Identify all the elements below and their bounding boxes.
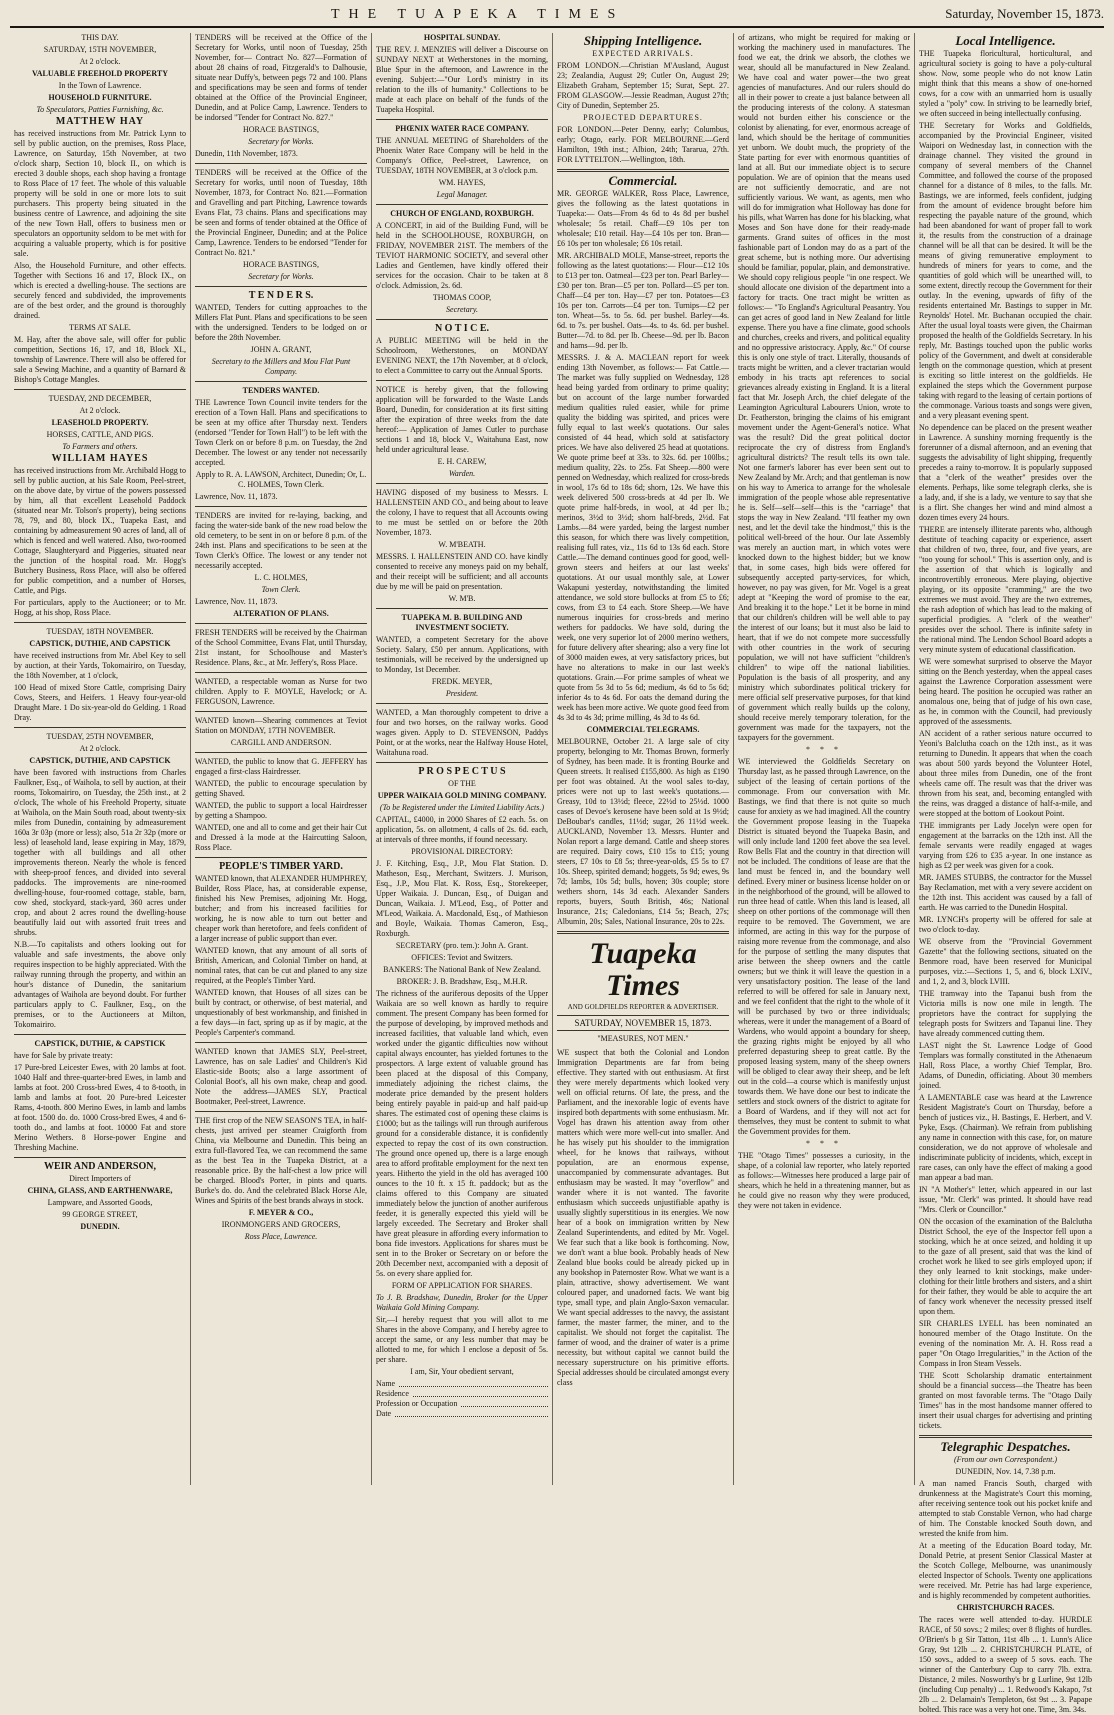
tender4-date: Lawrence, Nov. 11, 1873. — [195, 492, 278, 501]
form-to: To J. B. Bradshaw, Dunedin, Broker for the Upper Waikaia Gold Mining Company. — [376, 1293, 548, 1312]
local-scholarship: THE Scott Scholarship dramatic entertainment should be a financial success—the Theatre has been granted on most favorable terms. The "Otago Daily Times" has in the most handsome manner offered to insert their usual charges for advertising and printing tickets. — [919, 1371, 1092, 1430]
auction1-auctioneer: MATTHEW HAY — [55, 116, 145, 127]
form-name-label: Name — [376, 1379, 396, 1388]
form-residence-line — [376, 1389, 548, 1399]
newspaper-flag-sub: AND GOLDFIELDS REPORTER & ADVERTISER. — [567, 1003, 719, 1011]
expected-arrivals-heading: EXPECTED ARRIVALS. — [592, 49, 694, 58]
local-gazette: WE observe from the "Provincial Government Gazette" that the following sections, situated on the Benmore road, have been reserved for Municipal purposes, viz.:—Sections 1, 5, and 6, block LXIV., and 1, 2, and 3, block LVIII. — [919, 937, 1092, 986]
wanted-shearing: WANTED known—Shearing commences at Teviot Station on MONDAY, 17TH NOVEMBER. — [195, 716, 367, 735]
auction1-day: THIS DAY. — [81, 33, 119, 42]
auction1-sub1: In the Town of Lawrence. — [58, 81, 142, 90]
section-stars: * * * — [806, 745, 842, 754]
form-dots — [461, 1399, 548, 1407]
local-waipori: THE Secretary for Works and Goldfields, accompanied by the Provincial Engineer, visited Waipori on Wednesday last, in connection with the drainage channel. They visited the ground in company of several members of the Channel Committee, and followed the course of the proposed channel for a distance of 8 miles, to the falls. Mr. Bastings, we are informed, feels confident, judging from the amount of evidence brought before him respecting the payable nature of the ground, which had been abandoned for want of proper fall to work it, the results from the construction of a drainage channel will be all that can be desired. It will be the means of giving remunerative employment to hundreds of miners for years to come, and the quantities of gold which will be unearthed will, to some extent, directly recoup the Government for their outlay. In the evening, upwards of fifty of the residents entertained Mr. Bastings to supper in Mr. Reynolds' Hotel. Mr. Buchanan occupied the chair. After the usual loyal toasts were given, the Chairman proposed the health of the Goldfields Secretary. In his reply, Mr. Bastings touched upon the public works policy of the Government, and dwelt at considerable length on the commonage question, which at present is exciting so little interest on the goldfields. He explained the steps which the Government purpose taking with regard to the leasing of certain portions of the commonage. Various toasts and songs were given, and a very pleasant evening spent. — [919, 121, 1092, 420]
races-body: The races were well attended to-day. HURDLE RACE, of 50 sovs.; 2 miles; over 8 flights of hurdles. O'Brien's b g Sir Tatton, 11st 4lb ... 1. Lunn's Alice Gray, 9st 12lb ... 2. CHRISTCHURCH PLATE, of 150 sovs., added to a sweep of 5 sovs. each. The winner of the Canterbury Cup to carry 7lb. extra. Distance, 2 miles. Nosworthy's br g Lurline, 9st 12lb (including Cup penalty) ... 1. Redwood's Kakapo, 7st 2lb ... 2. Delamain's Templeton, 6st 9st ... 3. Papape bolted. This race was a very hot one. Time, 3m. 34s. — [919, 1615, 1092, 1714]
section-stars: * * * — [806, 1139, 842, 1148]
church-body: A CONCERT, in aid of the Building Fund, will be held in the SCHOOLHOUSE, ROXBURGH, on FRIDAY, NOVEMBER 21ST. The members of the TEVIOT HARMONIC SOCIETY, and several other Ladies and Gentlemen, have kindly offered their services for the occasion. Chair to be taken at 8 o'clock. Admission, 2s. 6d. — [376, 221, 548, 290]
meyer-sign: F. MEYER & CO., — [248, 1208, 314, 1217]
local-templars: LAST night the St. Lawrence Lodge of Good Templars was formally constituted in the Athenaeum Hall, Ross Place, a worthy Chief Templar, Bro. Adams, of Dunedin, officiating. About 30 members joined. — [919, 1041, 1092, 1090]
building-society-body: WANTED, a competent Secretary for the above Society. Salary, £50 per annum. Applications, with testimonials, will be received by the undersigned up to Monday, 1st December. — [376, 635, 548, 674]
telegrams-heading: COMMERCIAL TELEGRAMS. — [586, 725, 700, 734]
form-sign: I am, Sir, Your obedient servant, — [410, 1367, 514, 1376]
divider — [195, 752, 367, 753]
auction1-after: M. Hay, after the above sale, will offer for public competition, Sections 16, 17, and 18, Block XI., township of Lawrence. There will also be offered for sale a Sewing Machine, and a quantity of Barnard & Bishop's Cottage Mangles. — [14, 335, 186, 384]
projected-departures: FOR LONDON.—Peter Denny, early; Columbus, early; Otago, early. FOR MELBOURNE.—Gerd Hamilton, 19th inst.; Albion, 24th; Tararua, 27th. FOR LYTTELTON.—Wellington, 18th. — [557, 125, 729, 164]
column-3 — [372, 33, 553, 1485]
building-society-title: President. — [445, 689, 479, 698]
divider — [195, 857, 367, 858]
form-dots — [413, 1389, 548, 1397]
hallenstein-notice-2: MESSRS. I. HALLENSTEIN AND CO. have kindly consented to receive any moneys paid on my behalf, and their receipt will be sufficient; and all accounts due by me will be paid on presentation. — [376, 552, 548, 591]
local-schooling: THERE are intensely illiterate parents who, although destitute of teaching capacity or experience, assert that children of two, three, four, and five years, are "too young for school." This is assertion only, and is the assertion of that which is logically and incontrovertibly erroneous. Mere playing, objective playing, or its opposite "cramming," are the two extremes we must avoid. They are the two extremes, the rash adoption of which has lead to the making of superficial prodigies. A "clerk of the weather" presides over the school. There is infinite safety in the rational mind. The Lendon School Board adopts a very minute system of educational classification. — [919, 525, 1092, 654]
form-date-line — [376, 1409, 548, 1419]
prospectus-directory: J. F. Kitching, Esq., J.P., Mou Flat Station. D. Matheson, Esq., Merchant, Switzers. J. Murison, Esq., J.P., Mou Flat. K. Ross, Esq., Storekeeper, Upper Waikaia. J. Duncan, Esq., of Duigan and Duncan, Waikaia. J. M'Leod, Esq., of Potter and M'Leod, Waikaia. A. Macdonald, Esq., of Mathieson and Boyle, Waikaia. Thomas Cameron, Esq., Roxburgh. — [376, 859, 548, 938]
local-mayor: WE were somewhat surprised to observe the Mayor sitting on the Bench yesterday, when the appeal cases against the Lawrence Corporation assessment were being heard. The position he occupied was rather an anomalous one, being that of judge of his own case, as he, in common with the Council, had previously approved of the assessments. — [919, 657, 1092, 726]
commercial-mole: MR. ARCHIBALD MOLE, Manse-street, reports the following as the latest quotations:— Flour—£12 10s to £13 per ton. Oatmeal—£23 per ton. Pearl Barley—£30 per ton. Bran—£5 per ton. Pollard—£5 per ton. Chaff—£4 per ton. Hay—£7 per ton. Potatoes—£3 10s per ton. Carrots—£4 per ton. Turnips—£2 per ton. Wheat—5s. to 5s. 6d. per bushel. Barley—4s. 6d. to 7s. per bushel. Oats—4s. to 4s. 6d. per bushel. Butter—7d. to 8d. per lb. Cheese—9d. per lb. Bacon and hams—9d. per lb. — [557, 251, 729, 350]
auction1-also: Also, the Household Furniture, and other effects. Together with Sections 16 and 17, Block IX., on which is erected a dwelling-house. The sections are securely fenced and subdivided, the improvements are of the best order, and the ground is thoroughly drained. — [14, 261, 186, 320]
masthead-date: Saturday, November 15, 1873. — [945, 6, 1104, 21]
local-lynch: MR. LYNCH's property will be offered for sale at two o'clock to-day. — [919, 915, 1092, 934]
private-list: 17 Pure-bred Leicester Ewes, with 20 lambs at foot. 1040 Half and three-quarter-bred Ewes, in lamb and lambs at foot. 200 Cross-bred Ewes, 4 to 8-tooth, in lamb and lambs at foot. 20 Pure-bred Leicester Rams, 4-tooth. 800 Merino Ewes, in lamb and lambs at foot. 1500 do. do. 1000 Cross-bred Ewes, 4 and 6-tooth do., and lambs at foot. 10000 Fat and store Merino Wethers. 8 Horse-power Engine and Threshing Machine. — [14, 1063, 186, 1152]
tender5-date: Lawrence, Nov. 11, 1873. — [195, 597, 278, 606]
hallenstein-sign: W. M'BEATH. — [438, 540, 486, 549]
wanted-shearing-sign: CARGILL AND ANDERSON. — [230, 738, 332, 747]
local-weather: No dependence can be placed on the present weather in Lawrence. A sunshiny morning frequently is the forerunner of a dismal afternoon, and an evening that suggests the advisability of light shipping, frequently precedes a rainy to-morrow. It is popularly supposed that a "clerk of the weather" presides over the elements. Perhaps, like some telegraph clerks, she is a lady, and, if she is a lady, we venture to say that she is a flirt. She changes her wind and mind almost a dozen times every 24 hours. — [919, 423, 1092, 522]
waste-lands-sign: E. H. CAREW, — [437, 457, 487, 466]
motto: "MEASURES, NOT MEN." — [597, 1034, 689, 1043]
tender4-apply: Apply to R. A. LAWSON, Architect, Dunedin; Or, L. C. HOLMES, Town Clerk. — [195, 470, 367, 489]
prospectus-broker: BROKER: J. B. Bradshaw, Esq., M.H.R. — [396, 977, 528, 986]
commercial-maclean: MESSRS. J. & A. MACLEAN report for week ending 13th November, as follows:— Fat Cattle.—The market was fully supplied on Wednesday, 128 head being yarded from ordinary to prime quality; but on account of the large number forwarded medium qualities ruled easier, while for prime quality the bidding was spirited, and prices were fully equal to last week's quotations. Our sales consisted of 44 head, which sold at satisfactory prices. We have also delivered 25 head at quotations. We quote prime beef at 33s. to 32s. 6d. per 100lbs.; medium quality, 22s. to 25s. Fat Sheep.—800 were penned on Wednesday, which realized for cross-breds in wool, 17s 6d to 18s 6d; shorn, 12s. We have this week delivered 500 cross-breds at 4d per lb. We quote prime half-breds, in wool, at 4d per lb.; merinos, 3½d to 3½d; shorn half-breds, 2½d. Fat Lambs.—84 were yarded, being the largest number this season, for which there was lively competition, realising full rates, viz., 11s 6d to 13s 6d each. Store Cattle.—The demand continues good for good, well-grown steers and heifers at our last weeks' quotations. At our usual monthly sale, at Lower Wakapuni yesterday, notwithstanding the limited attendance, we sold store bullocks at from £5 to £6; cows, from £3 to £4 each. Store Sheep.—We have numerous inquiries for cross-breds and merino wethers for paddocks. We have sold, during the week, one very superior lot of 2000 merino wethers, for future delivery after shearing; also a very fine lot of 3000 maiden ewes, at very satisfactory prices, but have no alterations to make in our last week's quotations. Grain.—For prime samples of wheat we quote from 5s 3d to 5s 6d; medium, 4s 6d to 5s 6d; inferior 4s to 4s 6d. For oats the demand during the week has been more active. We quote good feed from 4s 3d to 4s 3d; prime milling, 4s 3d to 4s 6d. — [557, 353, 729, 722]
local-immigrants: THE immigrants per Lady Jocelyn were open for engagement at the barracks on the 12th inst. All the female servants were readily engaged at wages varying from £26 to £35 a-year. In one instance as high as £2 per week was given for a cook. — [919, 821, 1092, 870]
column-1 — [10, 33, 191, 1485]
local-correction: IN "A Mother's" letter, which appeared in our last issue, "Mr. Clerk" was printed. It should have read "Mrs. Clerk or Councillor." — [919, 1185, 1092, 1214]
divider — [557, 169, 729, 172]
divider — [195, 163, 367, 164]
local-tramway: THE tramway into the Tapanui bush from the Victoria mills is now one mile in length. The proprietors have the contract for supplying the telegraph posts for Switzers and Tapanui line. They have already commenced cutting them. — [919, 989, 1092, 1038]
divider — [376, 204, 548, 205]
prospectus-reg: (To be Registered under the Limited Liability Acts.) — [379, 803, 545, 812]
column-4 — [553, 33, 734, 1485]
local-lyell: SIR CHARLES LYELL has been nominated an honoured member of the Otago Institute. On the evening of the nomination Mr. A. H. Ross read a paper "On Otago Irregularities," in the Action of the Compass in Iron Steam Vessels. — [919, 1319, 1092, 1368]
commercial-heading: Commercial. — [608, 173, 678, 188]
local-stocking: ON the occasion of the examination of the Balclutha District School, the eye of the Inspector fell upon a stocking, which he at once seized, and holding it up to the gaze of all present, said that was the kind of crochet work he liked to see girls employed upon; if they only learned to knit stockings, make under-clothing for their little brothers and sisters, and a shirt for their father, they would be able to acquire the art of fancy work whenever the necessity pressed itself upon them. — [919, 1217, 1092, 1316]
shipping-heading: Shipping Intelligence. — [583, 33, 703, 48]
timber-houses: WANTED known, that Houses of all sizes can be built by contract, or otherwise, of best material, and unquestionably of best workmanship, and finished in a few days—in fact, spring up as if by magic, at the People's Carpenter's command. — [195, 988, 367, 1037]
auction2-auctioneer: WILLIAM HAYES — [51, 453, 149, 464]
tender1-title: Secretary for Works. — [248, 137, 314, 146]
divider — [195, 1042, 367, 1043]
telegraphic-south: A man named Francis South, charged with drunkenness at the Magistrate's Court this morning, after receiving sentence took out his pocket knife and attempted to stab Constable Vernon, who had charge of him. The Constable knocked South down, and wrested the knife from him. — [919, 1479, 1092, 1538]
tender5-sign: L. C. HOLMES, — [254, 573, 308, 582]
telegraphic-from: (From our own Correspondent.) — [954, 1455, 1057, 1464]
wanted-shampoo: WANTED, the public to support a local Hairdresser by getting a Shampoo. — [195, 801, 367, 820]
divider — [14, 727, 186, 728]
divider — [919, 1435, 1092, 1438]
prospectus-directory-heading: PROVISIONAL DIRECTORY: — [411, 847, 513, 856]
weir-firm: WEIR AND ANDERSON, — [44, 1161, 156, 1172]
hospital-heading: HOSPITAL SUNDAY. — [423, 33, 501, 42]
tender3-sign: JOHN A. GRANT, — [250, 345, 312, 354]
divider — [14, 1034, 186, 1035]
divider — [376, 119, 548, 120]
building-society-sign: FREDK. MEYER, — [431, 677, 493, 686]
auction4-time: At 2 o'clock. — [79, 744, 121, 753]
auction2-heading: LEASEHOLD PROPERTY. — [51, 418, 149, 427]
divider — [376, 483, 548, 484]
auction1-to: To Speculators, Patties Furnishing, &c. — [36, 105, 164, 114]
auction2-time: At 2 o'clock. — [79, 406, 121, 415]
editorial-immigration: WE suspect that both the Colonial and London Immigration Departments are far from being effective. They started with out enthusiasm. At first they were merely departments which looked very well on official returns. Of late, the press, and the Parliament, and the inexorable logic of events have inspired both departments with some enthusiasm. Mr. Vogel has drawn his attention away from other matters which were more well-cut into smaller. And he has wisely put his shoulder to the immigration wheel, for he knows that railways, without population, are an enormous expense, unaccompanied by commensurate advantages. But enthusiasm may be wasted. It may "overflow" and wander where it is not wanted. The favorite enthusiasm which succeeds unjustifiable apathy is usually slightly superstitious in its energies. We now hear of a book on immigration written by New Zealand Superintendents, and edited by Mr. Vogel. We fear such that a like book is forthcoming. Now, we don't want a blue book. Probably heads of New Zealand blue books could be already picked up in any bookshop in Paternoster Row. What we want is a plain, attractive, showy advertisement. We want coloured paper, and unadorned facts. We want big type, small type, and plain Anglo-Saxon vernacular. We want special addresses to the navvy, the assistant farmer, the master farmer, the miner, and to the capitalist. We should not forget the capitalist. The farmer of wood, and the drainer of water is a prime necessity, but without capital we cannot build the necessary superstructure on his primitive efforts. Special addresses should be circulated amongst every class — [557, 1048, 729, 1387]
tender5-body: TENDERS are invited for re-laying, backing, and facing the water-side bank of the new road below the old cemetery, to be sent in on or before 8 p.m. of the 24th inst. Plans and specifications to be seen at the Town Clerk's Office. The lowest or any tender not necessarily accepted. — [195, 511, 367, 570]
wanted-haircut: WANTED, one and all to come and get their hair Cut and Dressed à la mode at the Haircutting Saloon, Ross Place. — [195, 823, 367, 852]
prospectus-heading: P R O S P E C T U S — [418, 766, 506, 777]
otago-times-note: THE "Otago Times" possesses a curiosity, in the shape, of a colonial law reporter, who lately reported as follows:—Witnesses here produced a large pair of shears, which he held in a threatening manner, but as he could give no reason why they were produced, they were not taken in evidence. — [738, 1151, 910, 1210]
local-intelligence-heading: Local Intelligence. — [955, 33, 1056, 48]
weir-line2: CHINA, GLASS, AND EARTHENWARE, — [27, 1186, 173, 1195]
auction3-date: TUESDAY, 18TH NOVEMBER. — [46, 627, 154, 636]
building-society-heading: TUAPEKA M. B. BUILDING AND INVESTMENT SOCIETY. — [401, 613, 523, 632]
timber-premises: WANTED known, that ALEXANDER HUMPHREY, Builder, Ross Place, has, at considerable expense, finished his New Premises, adjoining Mr. Hogg, butcher; and from his increased facilities for working, he is now able to turn out better and cheaper work than heretofore, and feels confident of a larger increase of public support than ever. — [195, 874, 367, 943]
expected-arrivals: FROM LONDON.—Christian M'Ausland, August 23; Zealandia, August 29; Cutler On, August 29; Elizabeth Graham, September 15; Surat, Sept. 27. FROM GLASGOW.—Jessie Readman, August 27th; City of Dunedin, September 25. — [557, 61, 729, 110]
auction3-body: have received instructions from Mr. Abel Key to sell by auction, at their Yards, Tokomairiro, on Tuesday, the 18th November, at 1 o'clock, — [14, 651, 186, 680]
divider — [195, 711, 367, 712]
meyer-address: Ross Place, Lawrence. — [244, 1232, 318, 1241]
auction2-to: To Farmers and others. — [62, 442, 138, 451]
prospectus-sub: OF THE — [448, 779, 476, 788]
prospectus-secretary: SECRETARY (pro. tem.): John A. Grant. — [395, 941, 529, 950]
auction4-date: TUESDAY, 25TH NOVEMBER, — [46, 732, 154, 741]
auction1-date: SATURDAY, 15TH NOVEMBER, — [43, 45, 157, 54]
divider — [14, 389, 186, 390]
prospectus-company: UPPER WAIKAIA GOLD MINING COMPANY. — [377, 791, 547, 800]
private-body: have for Sale by private treaty: — [14, 1051, 113, 1060]
hospital-body: THE REV. J. MENZIES will deliver a Discourse on SUNDAY NEXT at Wetherstones in the morning, Blue Spur in the afternoon, and Lawrence in the evening. Subject:—"Our Lord's ministry in its relation to the ills of humanity." Collections to be made at each place on behalf of the funds of the Tuapeka Hospital. — [376, 45, 548, 114]
notice-body: A PUBLIC MEETING will be held in the Schoolroom, Wetherstones, on MONDAY EVENING NEXT, the 17th November, at 8 o'clock, to elect a Committee to carry out the Annual Sports. — [376, 336, 548, 375]
divider — [195, 1111, 367, 1112]
prospectus-body: The richness of the auriferous deposits of the Upper Waikaia are so well known as hardly to require comment. The present Company has been formed for the purpose of developing, by improved methods and increased facilities, that valuable land which, even worked under the gigantic difficulties now without capital always encounter, has yielded fortunes to the prospectors. A large extent of valuable ground has been placed at the disposal of this Company, immediately adjoining the richest claims, the moderate price demanded by the present holders being entirely payable in paid-up and half paid-up shares. The estimated cost of opening these claims is £1000; but as the tailings will run through auriferous ground for a considerable distance, it is confidently expected to repay the cost of its own construction. The ground once opened up, there is a large enough area to afford profitable employment for the next ten years. Hitherto the yield in the old has averaged 100 ounces to the 10 ft. x 15 ft. paddock; but as the claims offered to this Company are situated immediately below the junction of another auriferous feeder, it is generally expected this yield will be largely exceeded. The Secretary and Broker shall have great pleasure in affording every information to bona fide investors. Applications for shares must be sent in to the Broker or Secretary on or before the 20th December next, accompanied with a deposit of 5s. on every share applied for. — [376, 989, 548, 1278]
local-coach-accident: AN accident of a rather serious nature occurred to Yeoni's Balclutha coach on the 12th inst., as it was returning to Dunedin. It appears that when the coach was about 500 yards beyond the Volunteer Hotel, about three miles from Dunedin, one of the front wheels came off. The result was that the driver was thrown from his seat, and, becoming entangled with the reins, was dragged a distance of half-a-mile, and were stopped at the bottom of Lookout Point. — [919, 729, 1092, 818]
races-heading: CHRISTCHURCH RACES. — [956, 1603, 1055, 1612]
auction1-body: has received instructions from Mr. Patrick Lynn to sell by public auction, on the premises, Ross Place, Lawrence, on Saturday, 15th November, at two o'clock sharp, Section 10, block II., on which is erected 3 double shops, each shop having a frontage to Ross Place of 17 feet. The whole of this valuable property will be sold in one or more lots to suit purchasers. This property being situated in the business centre of Lawrence, and adjoining the site of the new Town Hall, offers to business men or speculators an opportunity seldom to be met with for acquiring a valuable property, which is for positive sale. — [14, 129, 186, 258]
wanted-nurse: WANTED, a respectable woman as Nurse for two children. Apply to F. MOYLE, Havelock; or A. FERGUSON, Lawrence. — [195, 677, 367, 706]
masthead — [10, 6, 1104, 28]
editorial-continued: of artizans, who might be required for making or working the machinery used in manufactures. The food we eat, the drink we absorb, the clothes we wear, should all be manufactured in New Zealand. We have coal and water power—the two great agencies of manufactures. And our rulers should do all in their power to create a just balance between all the producing interests of the colony. A statesman would not burden either his conscience or the colonist by alienating, for ever, enormous acreage of land, which should be the heritage of communities yet unborn. We doubt much, the propriety of the State parting for ever with enormous quantities of land at all. But our immediate object is to secure population. We are of opinion that the means used are not sufficiently democratic, and are not sufficiently various. We want, as agents, men who will do for immigration what Holloway has done for his pills, what Warren has done for his blacking, what Moses and Son have done for their ready-made garments. Grand suites of offices in the most fashionable part of London may do as a part of the great scheme, but is nothing more. Our advertising should be familiar, popular, plain, and demonstrative. We should copy religious people "in one respect. We should allocate one division of the department into a factory for tracts. One tract might be written as follows:— "To England's Agricultural Peasantry. You can get acres of good land in New Zealand for little expense. There you have a fine climate, good schools and churches, creeks and rivers, and political equality and no oppressive aristocracy. Apply, &c." Of course this is only one style of tract. Literally, thousands of tracts might be written, and a clever tractarian would embody in his tracts apt references to social grievances already existing in England. It is a literal fact that Mr. Joseph Arch, the chief delegate of the Leamington Agricultural Labourers Union, wrote to Dr. Featherston, bringing the claims of his emigrant movement under the Agent-General's notice. What was the result? Did the great political doctor reciprocate the cry of distress from England's agricultural districts? The result tells its own tale. Not one farmer's laborer has ever been sent out to New Zealand by Mr. Arch; and that gentleman is now on his way to America to arrange for the wholesale immigration of the people whose able representative he is. Self—self—self—this is the "carriage" that stops the way in New Zealand. "I'll feather my own nest, and let the devil take the hindmost," this is the political well-breed of the hour. Our late Assembly was merely an auction mart, in which votes were knocked down to the highest bidder; but we know that, in some cases, high bids were offered for subsequently accepted party-services, for which, however, no pay was given, for Mr. Vogel is a great adept at "Keeping the word of promise to the ear, And breaking it to the hope." Let it be borne in mind that our children's children will be well able to pay the interest of our loans; but it must also be laid to heart, that if we do not compete more successfully with other countries in the work of securing population, we will not have sufficient "children's children" to wipe off the national liabilities. Population is the basis of all prosperity, and any ministry which subordinates political trickery for mere official self preservative purposes, for that kind of government which really builds up the colony, should receive merely temporary toleration, for the government was made for the taxpayers, not the taxpayers for the government. — [738, 33, 910, 742]
auction4-nb: N.B.—To capitalists and others looking out for valuable and safe investments, the above only requires inspection to be highly appreciated. With the railway running through the property, and within an hour's distance of Dunedin, the sanitarium advantages of Waihola are beyond doubt. For further particulars apply to C. Faulkner, Esq., on the premises, or to the Auctioneers at Milton, Tokomairiro. — [14, 940, 186, 1029]
local-show: THE Tuapeka floricultural, horticultural, and agricultural society is going to have a poly-cultural show. Now, some people who do not know Latin might think that this means a show of one-horned cows, for a cow with an unmarried horn is usually styled a "poly" cow. In striving to be learnedly brief, we often succeed in being intellectually confusing. — [919, 49, 1092, 118]
weir-line1: Direct Importers of — [69, 1174, 131, 1183]
auction2-sub: HORSES, CATTLE, AND PIGS. — [46, 430, 154, 439]
tea-advert: THE first crop of the NEW SEASON'S TEA, in half-chests, just arrived per steamer Craigforth from China, via Melbourne and Dunedin. This being an extra full-flavored Tea, we can recommend the same as the best Tea in the Tuapeka District, at a reasonable price. By the half-chest a low price will be charged. Blood's Porter, in pints and quarts. Burke's do. do. And the celebrated Black Horse Ale, Wines and Spirits of the best brands always in stock. — [195, 1116, 367, 1205]
tenders-heading: T E N D E R S. — [248, 290, 314, 301]
hallenstein-sign-2: W. M'B. — [448, 594, 476, 603]
meyer-title: IRONMONGERS AND GROCERS, — [221, 1220, 341, 1229]
divider — [376, 380, 548, 381]
church-title: Secretary. — [446, 305, 478, 314]
tender1-date: Dunedin, 11th November, 1873. — [195, 149, 298, 158]
weir-line5: DUNEDIN. — [80, 1222, 120, 1231]
newspaper-flag: Tuapeka Times — [589, 937, 697, 1002]
auction2-body: has received instructions from Mr. Archibald Hogg to sell by public auction, at his Sale Room, Peel-street, on the above date, by virtue of the powers possessed by him, all that excellent Leasehold Paddock (situated near Mr. Tolson's property), being sections 78, 79, and 80, block IX., Tuapeka East, and containing by admeasurement 90 acres of land, all of which is fenced and well watered. Also, two-roomed Cottage, Slaughteryard and Piggeries, situated near the junction of the hospital road. Mr. Hogg's Butchery Business, Ross Place, will also be offered for public competition, and a number of Horses, Cattle, and Pigs. — [14, 466, 186, 595]
tender3-title: Secretary to the Millers and Mou Flat Punt Company. — [211, 357, 351, 376]
commercial-walker: MR. GEORGE WALKER, Ross Place, Lawrence, gives the following as the latest quotations in Tuapeka:— Oats—From 4s 6d to 4s 8d per bushel wholesale; 5s retail. Chaff—£9 10s per ton wholesale; £10 retail. Hay—£4 10s per ton. Bran—£6 10s per ton wholesale; £6 10s retail. — [557, 189, 729, 248]
column-6 — [915, 33, 1096, 1714]
hallenstein-notice: HAVING disposed of my business to Messrs. I. HALLENSTEIN AND CO., and being about to leave the colony, I have to request that all Accounts owing to me must be settled on or before the 20th November, 1873. — [376, 488, 548, 537]
tender6-body: FRESH TENDERS will be received by the Chairman of the School Committee, Evans Flat, until Thursday, 21st instant, for Schoolhouse and Master's Residence. Plans, &c., at Mr. Jeffery's, Ross Place. — [195, 628, 367, 667]
divider — [376, 762, 548, 763]
telegrams-body: MELBOURNE, October 21. A large sale of city property, belonging to Mr. Thomas Brown, formerly of Sydney, has been made. It is fronting Bourke and Queen streets. It realised £155,800. As high as £190 per foot was obtained. At the wool sales to-day, prices were not up to last week's quotations.—Greasy, 10d to 13½d; fleece, 22½d to 25½d. 1000 cases of Devoe's kerosene have been sold at 1s 9½d; DeBoubar's candles, 11½d; sugar, 26 11½d week. AUCKLAND, November 13. Messrs. Hunter and Nolan report a large demand. Cattle and sheep stores are required. Dairy cows, £10 15s to £15; young steers, £7 10s to £8 5s; three-year-olds, £5 5s to £7 10s. Sheep, spirited demand; hoggets, 5s 9d; ewes, 9s 7d; lambs, 10s 5d; bulls, hoven; 30s couple; store wethers shorn, 14s 3d each. Alexander Sanders reports, buyers, South British, 46s; National Insurance, 21s; Caledonians, £14 5s; Beach, 27s; Albumin, 20s; Sales, National Insurance, 20s to 22s. — [557, 737, 729, 926]
tenders-wanted-heading: TENDERS WANTED. — [242, 386, 320, 395]
auction3-auctioneer: CAPSTICK, DUTHIE, AND CAPSTICK — [29, 639, 171, 648]
tender4-body: THE Lawrence Town Council invite tenders for the erection of a Town Hall. Plans and specifications to be seen at my office after Thursday next. Tenders (endorsed "Tender for Town Hall") to be left with the Town Clerk on or before 8 p.m. on Tuesday, the 2nd December. The lowest or any tender not necessarily accepted. — [195, 398, 367, 467]
divider — [557, 931, 729, 934]
divider — [14, 622, 186, 623]
telegraphic-place: DUNEDIN, Nov. 14, 7.38 p.m. — [955, 1467, 1056, 1476]
form-name-line — [376, 1379, 548, 1389]
tender1-body: TENDERS will be received at the Office of the Secretary for Works, until noon of Tuesday, 25th November, for— Contract No. 827—Formation of about 28 chains of road, Fitzgerald's to Dalhousie, situate near Duffy's, between pegs 72 and 100. Plans and specifications may be seen and forms of tender obtained at the Office of the Provincial Engineer, Dunedin, and at Police Camp, Lawrence. Tenders to be indorsed "Tender for Contract No. 827." — [195, 33, 367, 122]
masthead-title: THE TUAPEKA TIMES — [330, 7, 625, 22]
waste-lands-title: Warden. — [448, 469, 476, 478]
auction4-auctioneer: CAPSTICK, DUTHIE, AND CAPSTICK — [29, 756, 171, 765]
divider — [14, 1157, 186, 1158]
divider — [195, 286, 367, 287]
divider — [195, 623, 367, 624]
auction1-heading2: HOUSEHOLD FURNITURE. — [48, 93, 152, 102]
divider — [195, 506, 367, 507]
auction1-heading1: VALUABLE FREEHOLD PROPERTY — [31, 69, 169, 78]
wanted-hairdresser: WANTED, the public to know that G. JEFFERY has engaged a first-class Hairdresser. — [195, 757, 367, 776]
form-dots — [399, 1379, 548, 1387]
auction3-lots: 100 Head of mixed Store Cattle, comprising Dairy Cows, Steers, and Heifers. 1 Heavy four-year-old Draught Mare. 1 Do six-year-old do Gelding. 1 Road Dray. — [14, 683, 186, 722]
tender2-body: TENDERS will be received at the Office of the Secretary for works, until noon of Tuesday, 18th November, 1873, for Contract No. 821.—Formation and Gravelling and part Pitching, Lawrence towards Evans Flat, 73 chains. Plans and specifications may be seen and forms of tender obtained at the Office of the Provincial Engineer, Dunedin; and at the Police Camp, Lawrence. Tenders to be endorsed "Tender for Contract No. 821." — [195, 168, 367, 257]
issue-dateline: SATURDAY, NOVEMBER 15, 1873. — [557, 1015, 729, 1031]
form-date-label: Date — [376, 1409, 392, 1418]
form-profession-label: Profession or Occupation — [376, 1399, 458, 1408]
weir-line4: 99 GEORGE STREET, — [62, 1210, 138, 1219]
tender5-title: Town Clerk. — [261, 585, 301, 594]
tender2-title: Secretary for Works. — [248, 272, 314, 281]
alteration-heading: ALTERATION OF PLANS. — [233, 609, 329, 618]
columns — [10, 33, 1104, 1714]
auction2-date: TUESDAY, 2ND DECEMBER, — [48, 394, 152, 403]
local-stubbs: MR. JAMES STUBBS, the contractor for the Mussel Bay Reclamation, met with a very severe accident on the 12th inst. This accident was caused by a fall of earth. He was carried to the Dunedin Hospital. — [919, 873, 1092, 912]
wanted-bootmaker: WANTED known that JAMES SLY, Peel-street, Lawrence, has on sale Ladies' and Children's Kid Elastic-side Boots; also a large assortment of Colonial Boot's, all his own make, cheap and good. Note the address—JAMES SLY, Practical Bootmaker, Peel-street, Lawrence. — [195, 1047, 367, 1106]
form-profession-line — [376, 1399, 548, 1409]
prospectus-offices: OFFICES: Teviot and Switzers. — [411, 953, 513, 962]
church-sign: THOMAS COOP, — [432, 293, 492, 302]
column-5 — [734, 33, 915, 1485]
prospectus-capital: CAPITAL, £4000, in 2000 Shares of £2 each. 5s. on application, 5s. on allotment, 4 calls of 2s. 6d. each, at intervals of three months, if found necessary. — [376, 815, 548, 844]
prospectus-bankers: BANKERS: The National Bank of New Zealand. — [383, 965, 541, 974]
divider — [195, 672, 367, 673]
column-2 — [191, 33, 372, 1485]
tender3-body: WANTED, Tenders for cutting approaches to the Millers Flat Punt. Plans and specifications to be seen with the undersigned. Tenders to be lodged on or before the 28th November. — [195, 303, 367, 342]
railway-wanted: WANTED, a Man thoroughly competent to drive a four and two horses, on the railway works. Good wages given. Apply to D. STEVENSON, Paddys Point, or at the works, near the Halfway House Hotel, Waitahuna road. — [376, 708, 548, 757]
telegraphic-education: At a meeting of the Education Board today, Mr. Donald Petrie, at present Senior Classical Master at the Scotch College, Melbourne, was unanimously elected Inspector of Schools. Twenty one applications were received. Mr. Petrie has had large experience, and is highly recommended by competent authorities. — [919, 1541, 1092, 1600]
private-auctioneer: CAPSTICK, DUTHIE, & CAPSTICK — [34, 1039, 166, 1048]
auction2-footer: For particulars, apply to the Auctioneer; or to Mr. Hogg, at his shop, Ross Place. — [14, 598, 186, 617]
church-heading: CHURCH OF ENGLAND, ROXBURGH. — [390, 209, 534, 218]
notice-heading: N O T I C E. — [434, 323, 490, 334]
phoenix-sign: WM. HAYES, — [438, 178, 486, 187]
timber-yard-heading: PEOPLE'S TIMBER YARD. — [219, 861, 343, 872]
local-court: A LAMENTABLE case was heard at the Lawrence Resident Magistrate's Court on Thursday, before a bench of justices viz., H. Bastings, E. Herbert, and V. Pyke, Esqs. (Chairman). We refrain from publishing any name in connection with this case, for, on mature consideration, we do not approve of wholesale and indiscriminate publicity of incidents, which, except in rare cases, can only have the effect of making a good man appear a bad man. — [919, 1093, 1092, 1182]
weir-line3: Lampware, and Assorted Goods, — [47, 1198, 153, 1207]
phoenix-heading: PHŒNIX WATER RACE COMPANY. — [395, 124, 529, 133]
tender1-sign: HORACE BASTINGS, — [242, 125, 319, 134]
form-heading: FORM OF APPLICATION FOR SHARES. — [391, 1281, 533, 1290]
form-dots — [395, 1409, 548, 1417]
phoenix-title: Legal Manager. — [436, 190, 488, 199]
phoenix-body: THE ANNUAL MEETING of Shareholders of the Phoenix Water Race Company will be held in the Company's Office, Peel-street, Lawrence, on TUESDAY, 18TH NOVEMBER, at 3 o'clock p.m. — [376, 136, 548, 175]
projected-departures-heading: PROJECTED DEPARTURES. — [583, 113, 703, 122]
form-residence-label: Residence — [376, 1389, 409, 1398]
auction1-terms: TERMS AT SALE. — [69, 323, 131, 332]
tender2-sign: HORACE BASTINGS, — [242, 260, 319, 269]
waste-lands-body: NOTICE is hereby given, that the following application will be forwarded to the Waste Lands Board, Dunedin, for consideration at its first sitting after the expiration of three weeks from the date hereof:— Application of James Cutler to purchase sections 1 and 18, block V., Waitahuna East, now held under agricultural lease. — [376, 385, 548, 454]
divider — [195, 381, 367, 382]
form-body: Sir,—I hereby request that you will allot to me Shares in the above Company, and I hereby agree to accept the same, or any less number that may be allotted to me, for which I enclose a deposit of 5s. per share. — [376, 1315, 548, 1364]
divider — [376, 608, 548, 609]
divider — [376, 703, 548, 704]
editorial-commonage: WE interviewed the Goldfields Secretary on Thursday last, as he passed through Lawrence, on the subject of the leasing of certain portions of the commonage. From our conversation with Mr. Bastings, we find that there is not quite so much cause for anxiety as we had imagined. All the country the Government propose leasing in the Tuapeka District is situated beyond the Tuapeka Basin, and will only include land 1200 feet above the sea level. Row Bells Flat and the country in that direction will not be included. The conditions of lease are that the land must be fenced in, and the boundary well defined. Every miner or business license holder on or in the neighborhood of the ground, will be allowed to run three head of cattle. When this land is leased, all sheep on other portions of the commonage will then require to be removed. The Government, we are informed, are acting in this way for the purpose of raising more revenue from the commonage, and also for the purpose of settling the many disputes that arise between the sheep owners and the cattle owners; but we think it will leave the question in a very unsatisfactory position. The lease of the land referred to will be offered for sale in January next, and we feel confident that the right to the whole of it will be purchased by two or three individuals; whereas, were it under the management of a Board of Wardens, who would appoint a boundary for sheep, the grazing rights might be enjoyed by all who preferred depasturing sheep to great cattle. By the proposed leasing system, many of the sheep owners will be obliged to clear away their sheep, and be left out in the cold—a course which is manifestly unjust towards them. We have done our best to indicate the settlers and stock owners of the district to agitate for a Board of Wardens, and if they will not act for themselves, they must be content to submit to what the Government provides for them. — [738, 757, 910, 1136]
divider — [376, 319, 548, 320]
telegraphic-heading: Telegraphic Despatches. — [940, 1439, 1071, 1454]
auction1-time: At 2 o'clock. — [79, 57, 121, 66]
auction4-body: have been favored with instructions from Charles Faulkner, Esq., of Waihola, to sell by auction, at their rooms, Tokomairiro, on Tuesday, the 25th inst., at 2 o'clock, The whole of his Freehold Property, situate at Waihola, on the Main South road, about twenty-six miles from Dunedin, containing by admeasurement 160a 3r 03p (more or less); also, 51a 2r 32p (more or less) of leasehold land, lease expiring in May, 1879, together with all buildings and all other improvements thereon. Nearly the whole is fenced with sheep-proof fences, and divided into several paddocks. The improvements are nine-roomed dwelling-house, four-roomed cottage, stable, barn, cow shed, stockyard, stack-yard, 360 acres under crop, and about 2 acres round the dwelling-house beautifully laid out with assorted fruit trees and shrubs. — [14, 768, 186, 937]
timber-stock: WANTED known, that any amount of all sorts of British, American, and Colonial Timber on hand, at nominal rates, that can be cut and planed to any size required, at the People's Timber Yard. — [195, 946, 367, 985]
wanted-shaved: WANTED, the public to encourage speculation by getting Shaved. — [195, 779, 367, 798]
